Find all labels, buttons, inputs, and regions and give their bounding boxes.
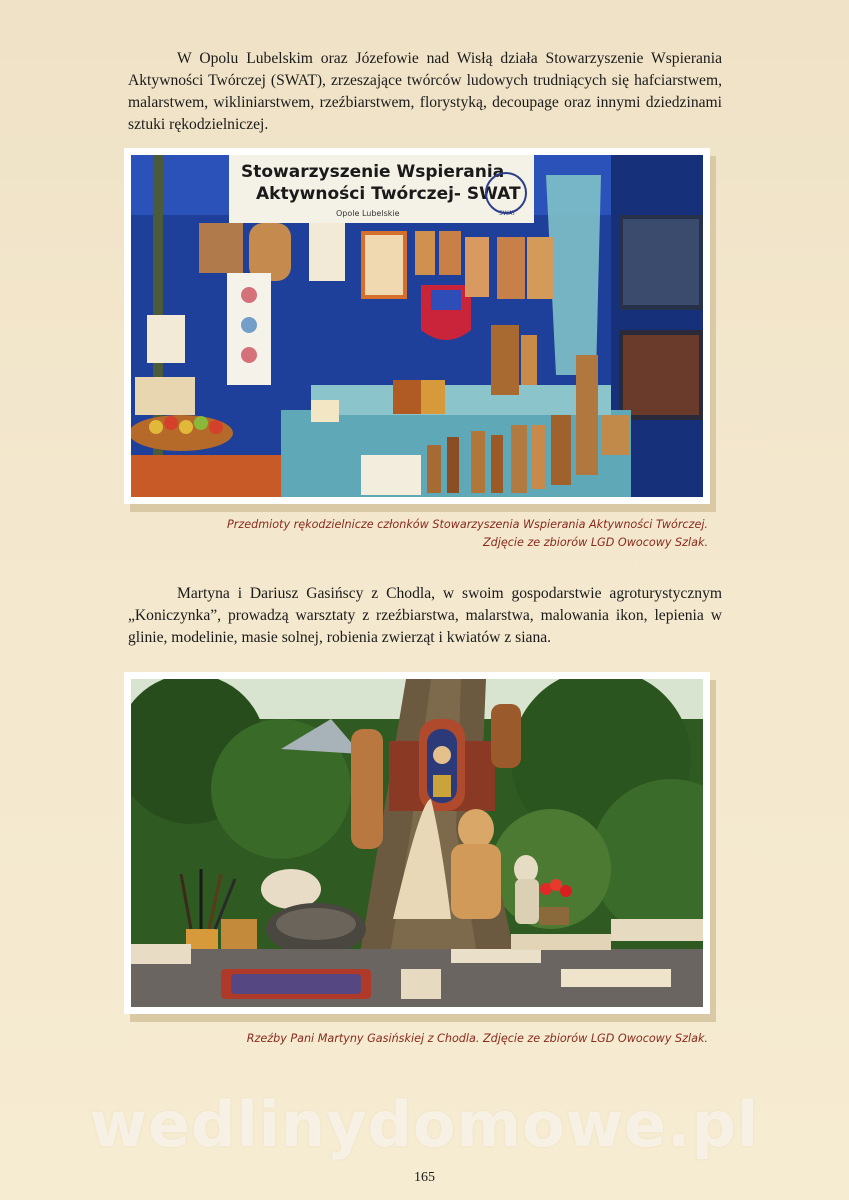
banner-line2: Aktywności Twórczej- SWAT <box>256 184 521 204</box>
intro-paragraph-text: W Opolu Lubelskim oraz Józefowie nad Wisłą działa Stowarzyszenie Wspierania Aktywności Twórczej (SWAT), zrzeszające twórców ludowych trudniących się hafciarstwem, malarstwem, wikliniarstwem, rzeźbiarstwem, florystyką, decoupage oraz innymi dziedzinami sztuki rękodzielniczej. <box>128 50 722 133</box>
page-number: 165 <box>414 1170 435 1185</box>
sculptures-illustration <box>131 679 703 1007</box>
banner-line1: Stowarzyszenie Wspierania <box>241 162 505 182</box>
watermark-text: wedlinydomowe.pl <box>89 1088 760 1161</box>
photo1-caption-line2: Zdjęcie ze zbiorów LGD Owocowy Szlak. <box>482 536 708 549</box>
photo1-caption <box>227 516 708 552</box>
intro-paragraph <box>128 48 722 136</box>
second-paragraph <box>128 583 722 649</box>
banner-logo-text: SWAT <box>499 210 516 217</box>
second-paragraph-text: Martyna i Dariusz Gasińscy z Chodla, w swoim gospodarstwie agroturystycznym „Koniczynka”, prowadzą warsztaty z rzeźbiarstwa, malarstwa, malowania ikon, lepienia w glinie, modelinie, masie solnej, robienia zwierząt i kwiatów z siana. <box>128 585 722 646</box>
photo-gasinska-sculptures <box>124 672 710 1014</box>
swat-stand-illustration <box>131 155 703 497</box>
banner-line3: Opole Lubelskie <box>336 209 400 218</box>
photo-swat-exhibition <box>124 148 710 504</box>
photo2-caption: Rzeźby Pani Martyny Gasińskiej z Chodla. Zdjęcie ze zbiorów LGD Owocowy Szlak. <box>246 1032 708 1045</box>
photo1-caption-line1: Przedmioty rękodzielnicze członków Stowarzyszenia Wspierania Aktywności Twórczej. <box>227 518 708 531</box>
